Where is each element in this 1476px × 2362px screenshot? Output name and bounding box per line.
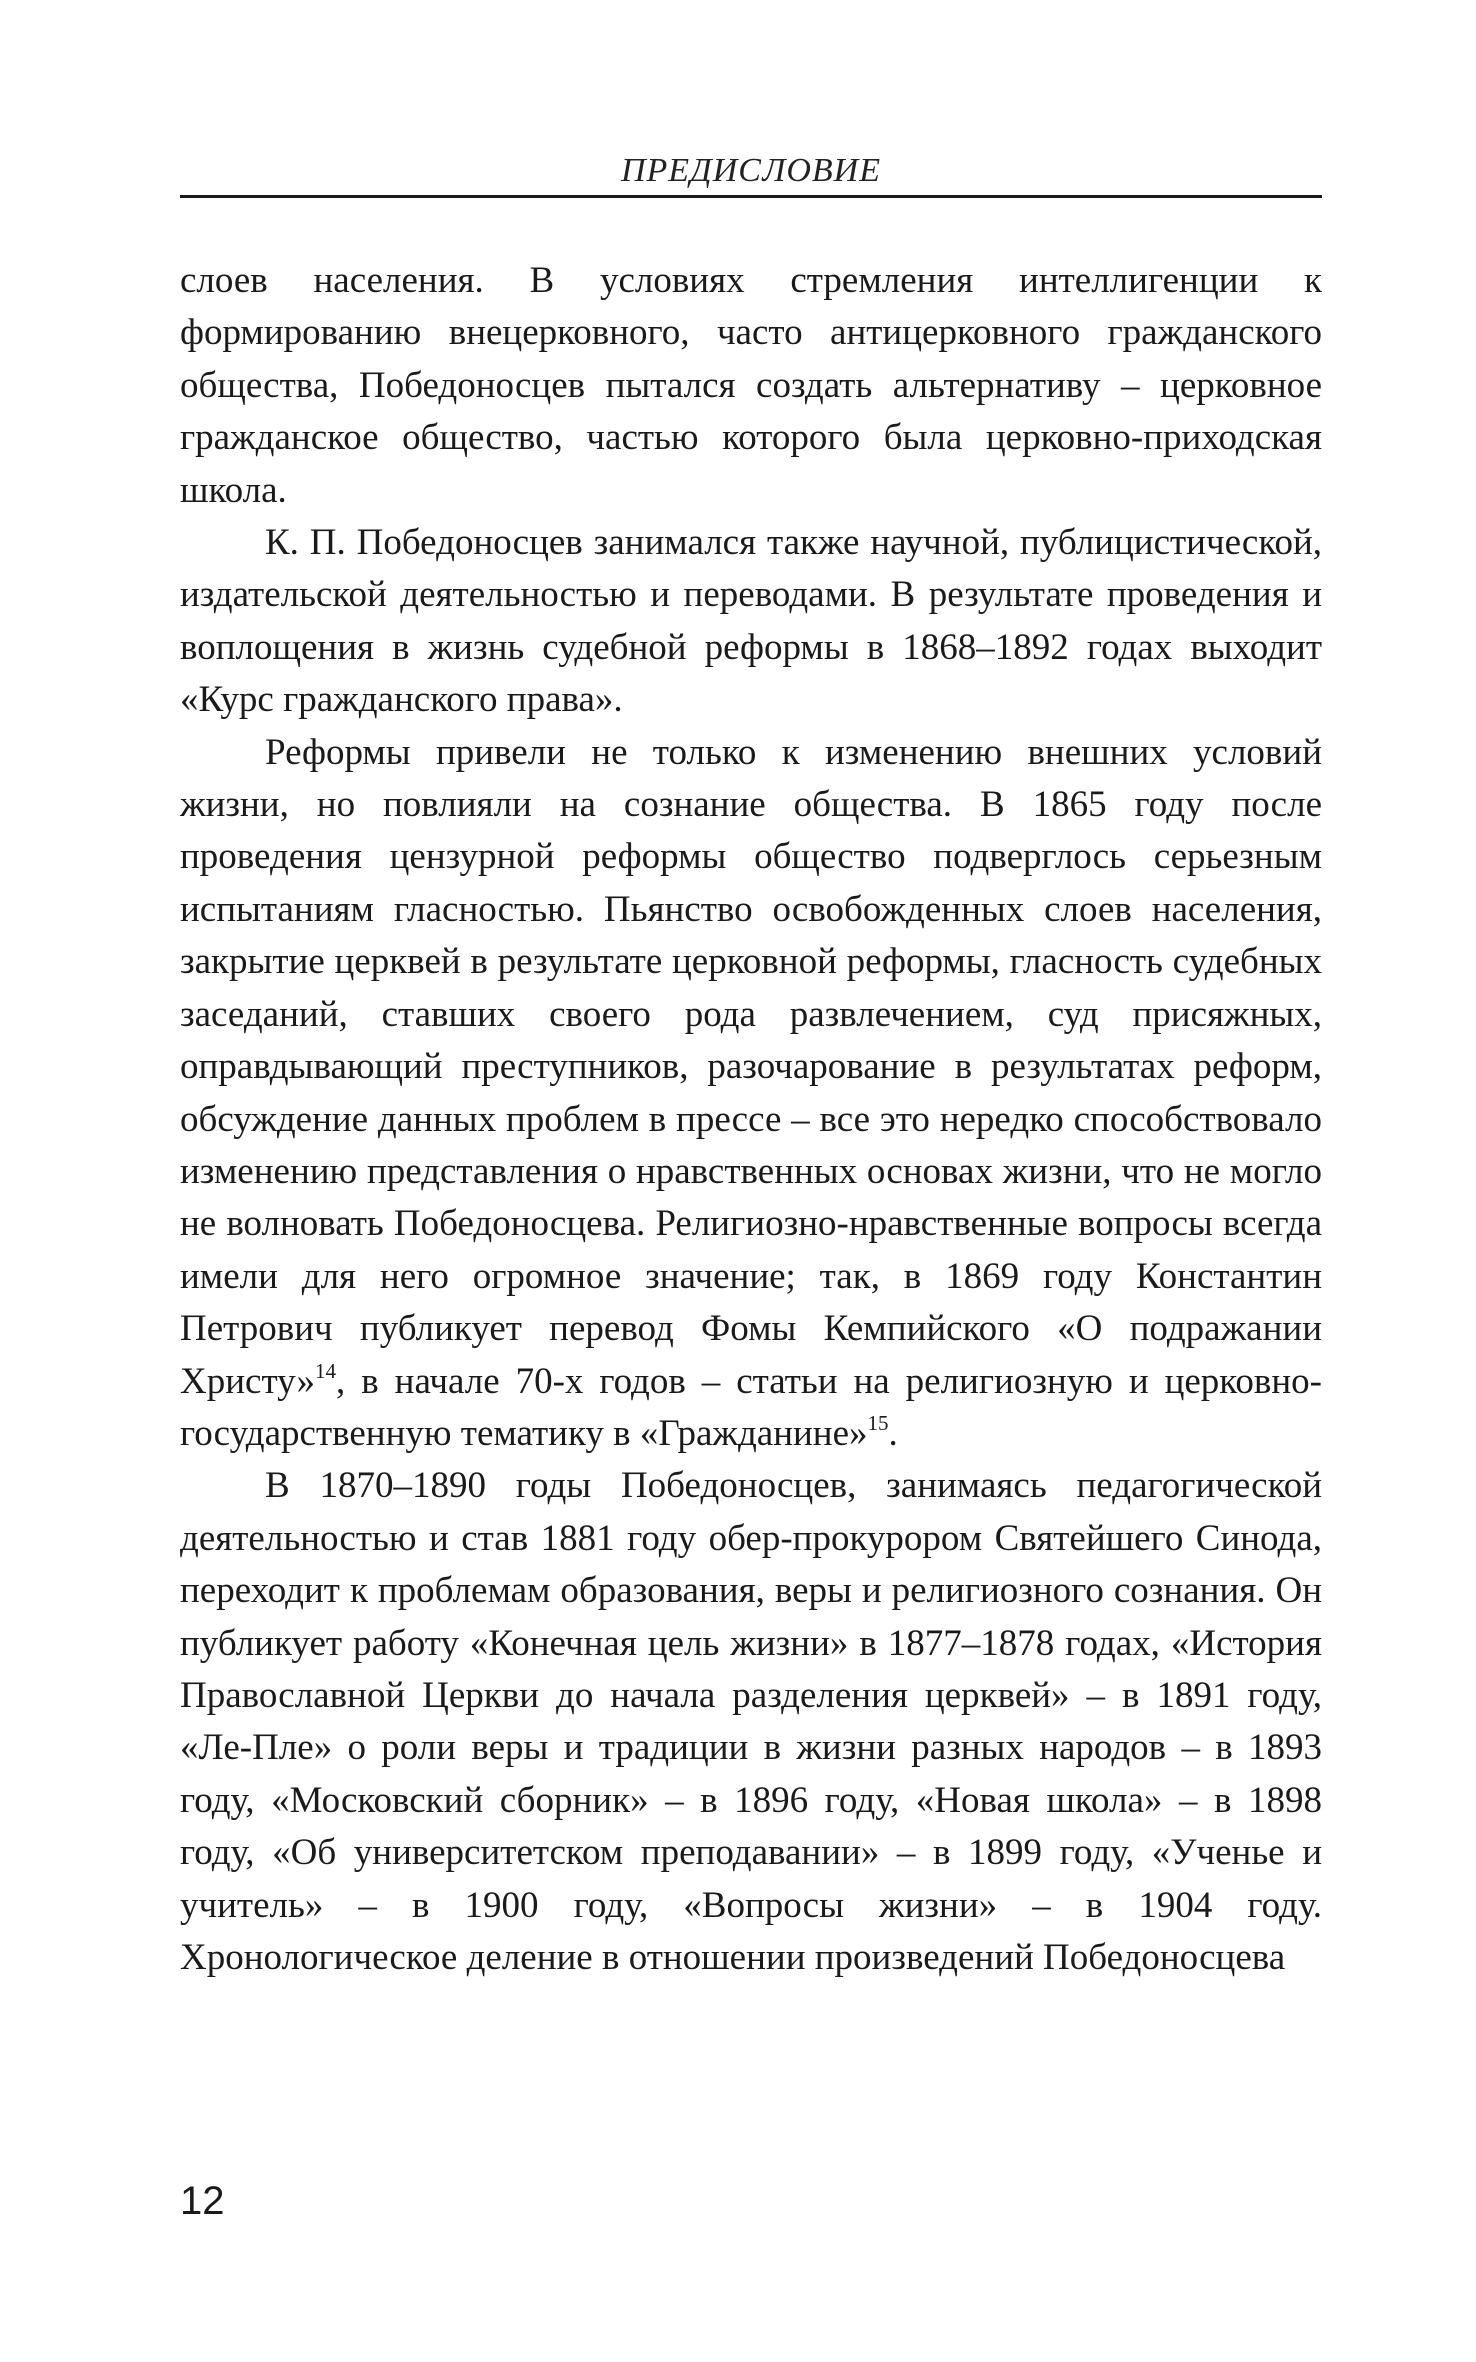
header-rule [180,195,1322,198]
paragraph-reforms-text-c: . [888,1412,898,1454]
footnote-ref-15[interactable]: 15 [867,1410,889,1435]
running-header: ПРЕДИСЛОВИЕ [620,152,882,189]
paragraph-publications: К. П. Победоносцев занимался также научной, публицистической, издательской деятельностью и переводами. В результате проведения и воплощения в жизнь судебной реформы в 1868–1892 годах выходит «Курс гражданского права». [180,522,1322,721]
paragraph-reforms-text-b: , в начале 70-х годов – статьи на религиозную и церковно-государственную тематику в «Гражданине» [180,1360,1322,1454]
paragraph-reforms [180,727,1322,1461]
body-text [180,255,1322,1984]
paragraph-works: В 1870–1890 годы Победоносцев, занимаясь педагогической деятельностью и став 1881 году обер-прокурором Святейшего Синода, переходит к проблемам образования, веры и религиозного сознания. Он публикует работу «Конечная цель жизни» в 1877–1878 годах, «История Православной Церкви до начала разделения церквей» – в 1891 году, «Ле-Пле» о роли веры и традиции в жизни разных народов – в 1893 году, «Московский сборник» – в 1896 году, «Новая школа» – в 1898 году, «Об университетском преподавании» – в 1899 году, «Ученье и учитель» – в 1900 году, «Вопросы жизни» – в 1904 году. Хронологическое деление в отношении произведений Победоносцева [180,1465,1322,1978]
page-number: 12 [180,2179,225,2223]
paragraph-continued: слоев населения. В условиях стремления интеллигенции к формированию внецерковного, часто антицерковного гражданского общества, Победоносцев пытался создать альтернативу – церковное гражданское общество, частью которого была церковно-приходская школа. [180,260,1322,511]
footnote-ref-14[interactable]: 14 [315,1358,337,1383]
paragraph-reforms-text-a: Реформы привели не только к изменению внешних условий жизни, но повлияли на сознание общества. В 1865 году после проведения цензурной реформы общество подверглось серьезным испытаниям гласностью. Пьянство освобожденных слоев населения, закрытие церквей в результате церковной реформы, гласность судебных заседаний, ставших своего рода развлечением, суд присяжных, оправдывающий преступников, разочарование в результатах реформ, обсуждение данных проблем в прессе – все это нередко способствовало изменению представления о нравственных основах жизни, что не могло не волновать Победоносцева. Религиозно-нравственные вопросы всегда имели для него огромное значение; так, в 1869 году Константин Петрович публикует перевод Фомы Кемпийского «О подражании Христу» [180,731,1322,1402]
